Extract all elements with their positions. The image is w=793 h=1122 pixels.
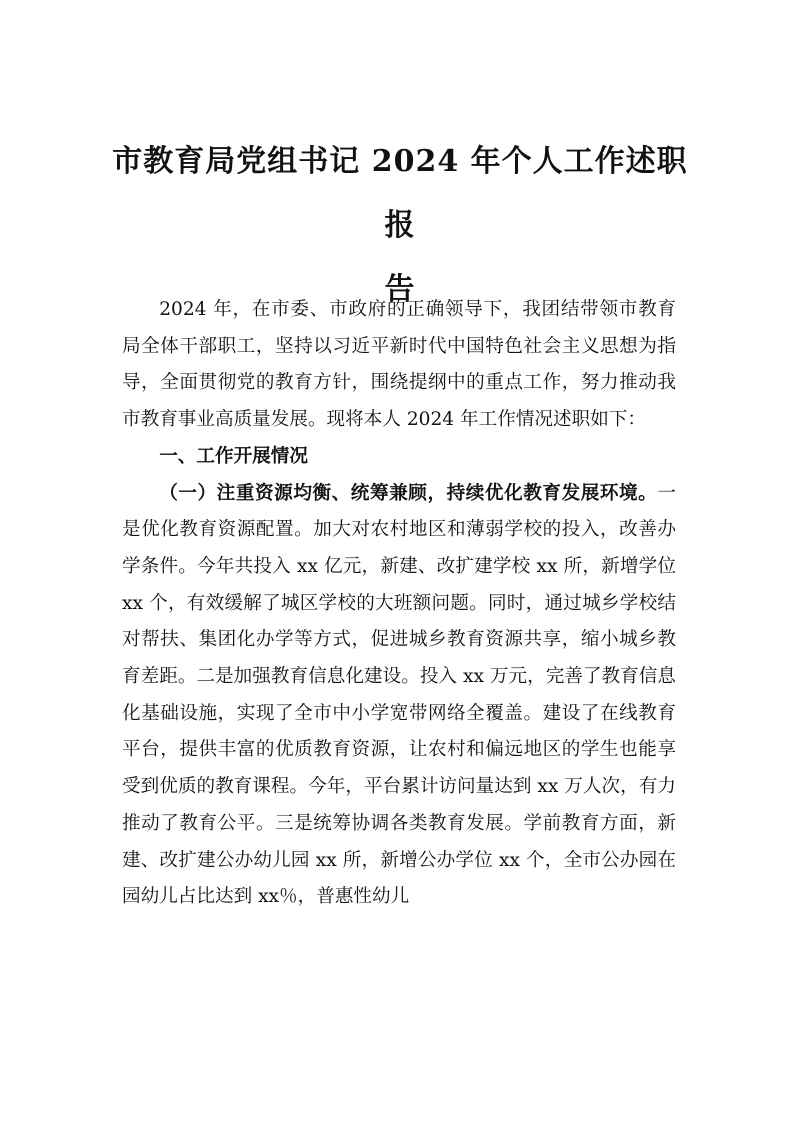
subsection-body: 一是优化教育资源配置。加大对农村地区和薄弱学校的投入，改善办学条件。今年共投入 xx 亿元，新建、改扩建学校 xx 所，新增学位 xx 个，有效缓解了城区学校的大班额问题。同时，通过城乡学校结对帮扶、集团化办学等方式，促进城乡教育资源共享，缩小城乡教育差距。二是加强教育信息化建设。投入 xx 万元，完善了教育信息化基础设施，实现了全市中小学宽带网络全覆盖。建设了在线教育平台，提供丰富的优质教育资源，让农村和偏远地区的学生也能享受到优质的教育课程。今年，平台累计访问量达到 xx 万人次，有力推动了教育公平。三是统筹协调各类教育发展。学前教育方面，新建、改扩建公办幼儿园 xx 所，新增公办学位 xx 个，全市公办园在园幼儿占比达到 xx％，普惠性幼儿: [122, 482, 676, 908]
subsection-paragraph: [122, 476, 676, 916]
intro-paragraph: 2024 年，在市委、市政府的正确领导下，我团结带领市教育局全体干部职工，坚持以习近平新时代中国特色社会主义思想为指导，全面贯彻党的教育方针，围绕提纲中的重点工作，努力推动我市教育事业高质量发展。现将本人 2024 年工作情况述职如下：: [122, 299, 676, 431]
subsection-lead: （一）注重资源均衡、统筹兼顾，持续优化教育发展环境。: [159, 482, 658, 504]
title-line-1: 市教育局党组书记 2024 年个人工作述职报: [112, 144, 688, 243]
document-body: [122, 292, 676, 916]
title-line-2: 告: [384, 272, 416, 307]
section-heading: 一、工作开展情况: [159, 445, 308, 467]
